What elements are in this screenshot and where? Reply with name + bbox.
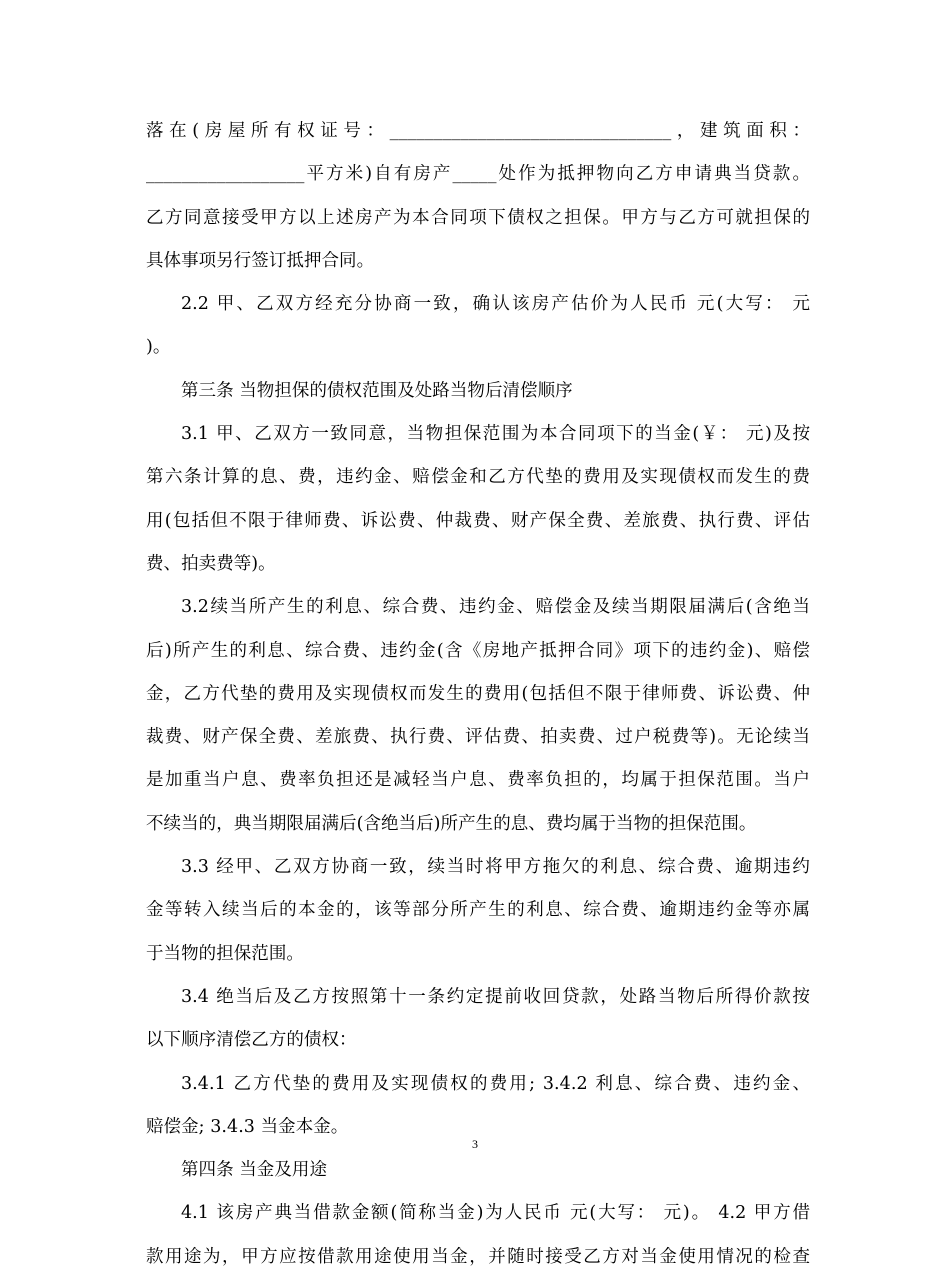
paragraph-4-1: 4.1 该房产典当借款金额(简称当金)为人民币 元(大写： 元)。 4.2 甲方借 (181, 1203, 810, 1224)
text-line: 后)所产生的利息、综合费、违约金(含《房地产抵押合同》项下的违约金)、赔偿 (146, 640, 810, 661)
text-line: 不续当的，典当期限届满后(含绝当后)所产生的息、费均属于当物的担保范围。 (146, 813, 757, 834)
article-3-heading: 第三条 当物担保的债权范围及处路当物后清偿顺序 (181, 380, 573, 401)
paragraph-2-2: 2.2 甲、乙双方经充分协商一致，确认该房产估价为人民币 元(大写： 元 (181, 294, 810, 315)
article-4-heading: 第四条 当金及用途 (181, 1160, 328, 1181)
paragraph-3-2: 3.2续当所产生的利息、综合费、违约金、赔偿金及续当期限届满后(含绝当 (181, 597, 810, 618)
text-line: 具体事项另行签订抵押合同。 (146, 250, 375, 271)
text-line: 赔偿金; 3.4.3 当金本金。 (146, 1116, 349, 1137)
text-line: 是加重当户息、费率负担还是减轻当户息、费率负担的，均属于担保范围。当户 (146, 770, 810, 791)
paragraph-3-1: 3.1 甲、乙双方一致同意，当物担保范围为本合同项下的当金(￥： 元)及按 (181, 424, 810, 445)
text-line: 金，乙方代垫的费用及实现债权而发生的费用(包括但不限于律师费、诉讼费、仲 (146, 683, 810, 704)
text-line: 以下顺序清偿乙方的债权： (146, 1030, 357, 1051)
text-line: 裁费、财产保全费、差旅费、执行费、评估费、拍卖费、过户税费等)。无论续当 (146, 727, 810, 748)
text-line: 款用途为，甲方应按借款用途使用当金，并随时接受乙方对当金使用情况的检查 (146, 1246, 810, 1267)
text-line: 于当物的担保范围。 (146, 943, 304, 964)
paragraph-3-3: 3.3 经甲、乙双方协商一致，续当时将甲方拖欠的利息、综合费、逾期违约 (181, 857, 810, 878)
text-line: 费、拍卖费等)。 (146, 553, 276, 574)
text-line: 金等转入续当后的本金的，该等部分所产生的利息、综合费、逾期违约金等亦属 (146, 900, 810, 921)
text-line: 乙方同意接受甲方以上述房产为本合同项下债权之担保。甲方与乙方可就担保的 (146, 207, 810, 228)
text-line: 落在(房屋所有权证号：________________________________，建筑面积： (146, 121, 810, 141)
paragraph-3-4: 3.4 绝当后及乙方按照第十一条约定提前收回贷款，处路当物后所得价款按 (181, 986, 810, 1007)
text-line: )。 (146, 337, 171, 358)
paragraph-3-4-1: 3.4.1 乙方代垫的费用及实现债权的费用; 3.4.2 利息、综合费、违约金、 (181, 1073, 810, 1094)
body-text (146, 110, 810, 1279)
text-line: __________________平方米)自有房产_____处作为抵押物向乙方申请典当贷款。 (146, 164, 810, 185)
text-line: 第六条计算的息、费，违约金、赔偿金和乙方代垫的费用及实现债权而发生的费 (146, 467, 810, 488)
page-number: 3 (472, 1137, 478, 1151)
text-line: 用(包括但不限于律师费、诉讼费、仲裁费、财产保全费、差旅费、执行费、评估 (146, 510, 810, 531)
